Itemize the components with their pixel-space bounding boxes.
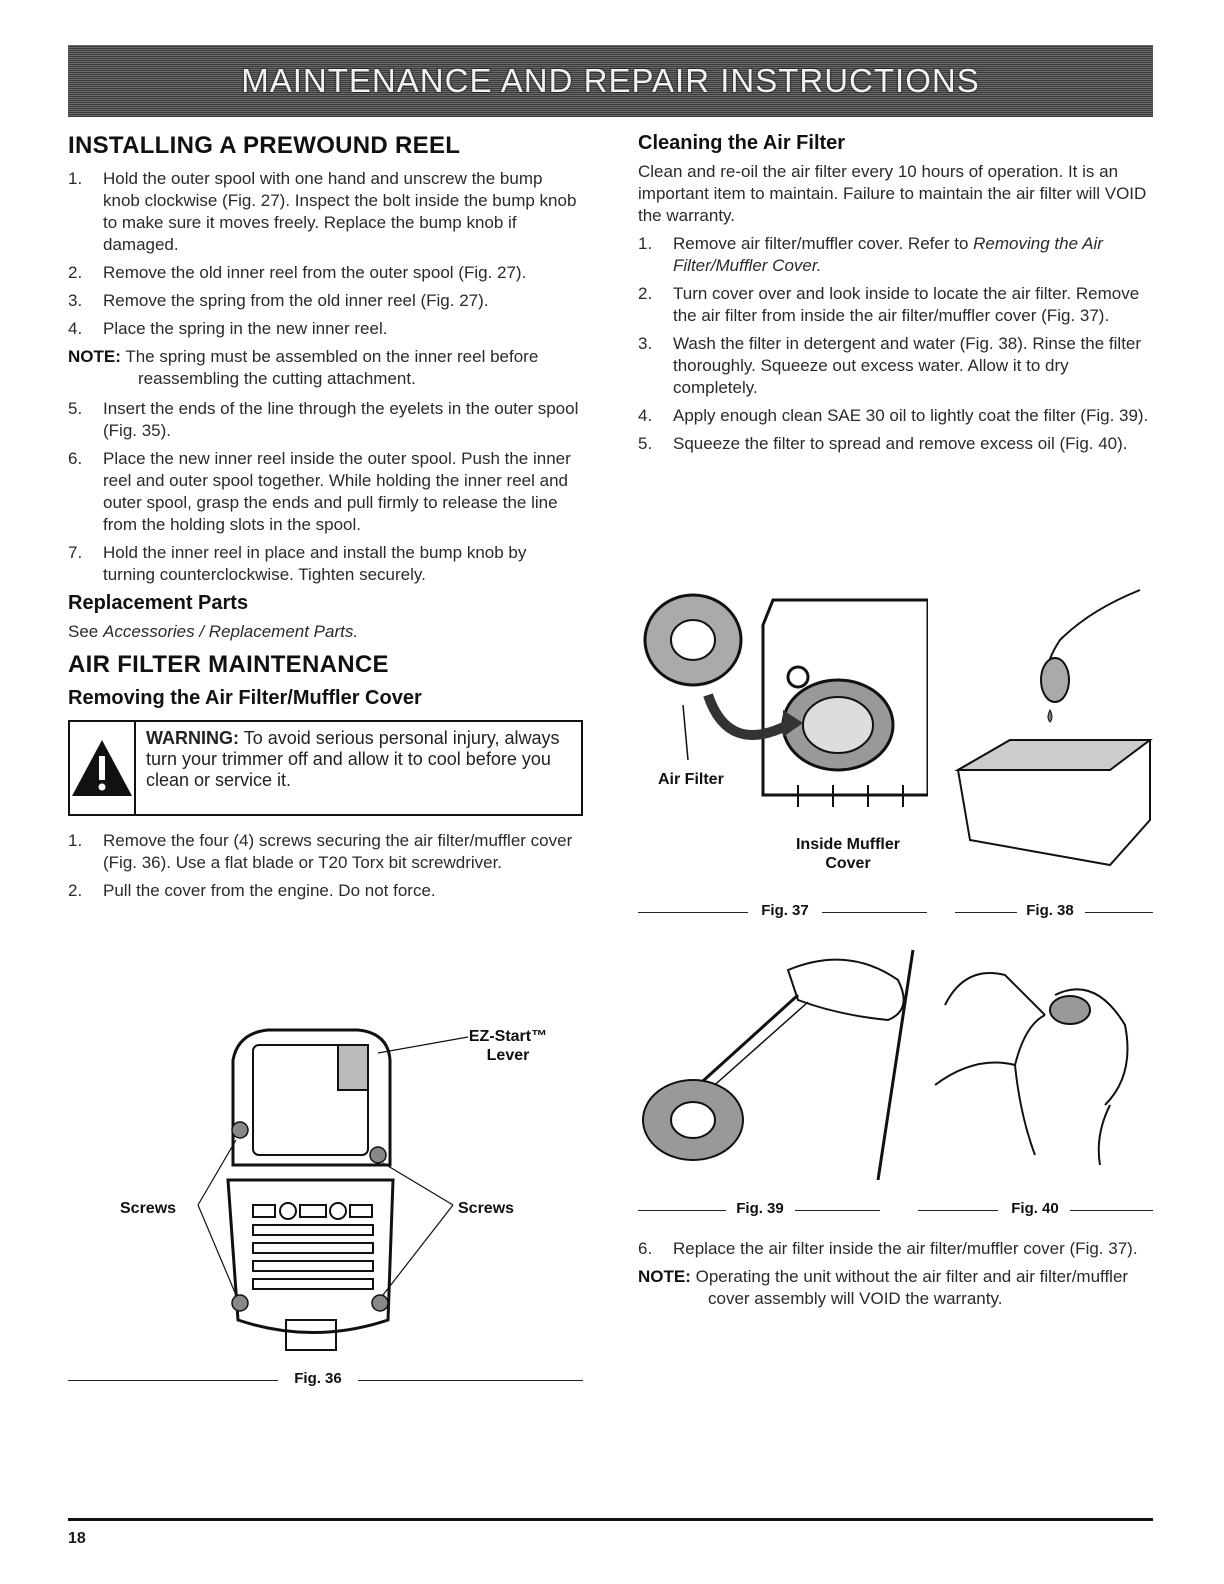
label-screws-left: Screws: [120, 1200, 177, 1217]
list-item: 6. Replace the air filter inside the air filter/muffler cover (Fig. 37).: [638, 1239, 1138, 1258]
heading-prewound-reel: INSTALLING A PREWOUND REEL: [68, 132, 461, 159]
warning-box: [68, 720, 583, 816]
caption-rule: [1085, 912, 1153, 913]
list-item: 1. Hold the outer spool with one hand and unscrew the bump knob clockwise (Fig. 27). Inspect the bolt inside the bump knob to make sure it moves freely. Replace the bump knob if damaged.: [68, 169, 577, 254]
label-screws-right: Screws: [458, 1200, 515, 1217]
caption-rule: [795, 1210, 880, 1211]
figure-36: [68, 1015, 583, 1355]
caption-rule: [955, 912, 1017, 913]
caption-rule: [918, 1210, 998, 1211]
caption-fig-36: Fig. 36: [294, 1370, 342, 1387]
warning-text: WARNING: To avoid serious personal injury, always turn your trimmer off and allow it to cool before you clean or service it.: [146, 728, 560, 790]
figure-40: [925, 945, 1153, 1175]
muffler-cover-illustration: [68, 1015, 583, 1355]
caption-fig-37: Fig. 37: [761, 902, 809, 919]
list-item: 2. Turn cover over and look inside to locate the air filter. Remove the air filter from inside the air filter/muffler cover (Fig. 37).: [638, 284, 1140, 325]
right-column: [638, 132, 1153, 461]
note-spring: NOTE: The spring must be assembled on the inner reel before reassembling the cutting attachment.: [68, 347, 539, 388]
list-item: 1. Remove air filter/muffler cover. Refer to Removing the Air Filter/Muffler Cover.: [638, 234, 1103, 275]
caption-fig-39: Fig. 39: [736, 1200, 784, 1217]
squeeze-filter-illustration: [925, 945, 1153, 1175]
parts-reference: See Accessories / Replacement Parts.: [68, 622, 359, 641]
list-item: 7. Hold the inner reel in place and install the bump knob by turning counterclockwise. Tighten securely.: [68, 543, 527, 584]
section-banner: [68, 45, 1153, 117]
heading-air-filter-maintenance: AIR FILTER MAINTENANCE: [68, 651, 389, 678]
caption-rule: [358, 1380, 583, 1381]
note-warranty: NOTE: Operating the unit without the air filter and air filter/muffler cover assembly will VOID the warranty.: [638, 1267, 1129, 1308]
clean-intro: Clean and re-oil the air filter every 10 hours of operation. It is an important item to maintain. Failure to maintain the air filter will VOID the warranty.: [638, 162, 1147, 225]
label-air-filter: Air Filter: [658, 771, 724, 788]
caption-rule: [638, 912, 748, 913]
caption-rule: [822, 912, 927, 913]
figure-39: [638, 940, 918, 1180]
caption-fig-38: Fig. 38: [1026, 902, 1074, 919]
heading-cleaning-air-filter: Cleaning the Air Filter: [638, 132, 846, 154]
wash-filter-illustration: [950, 570, 1153, 890]
reel-steps-a: [68, 168, 583, 340]
warning-triangle-icon: [70, 722, 136, 814]
page-number: 18: [68, 1530, 86, 1547]
list-item: 4. Apply enough clean SAE 30 oil to lightly coat the filter (Fig. 39).: [638, 406, 1149, 425]
list-item: 6. Place the new inner reel inside the outer spool. Push the inner reel and outer spool together. While holding the inner reel and outer spool, grasp the ends and pull firmly to release the line from the holding slots in the spool.: [68, 449, 571, 534]
list-item: 3. Remove the spring from the old inner reel (Fig. 27).: [68, 291, 489, 310]
list-item: 1. Remove the four (4) screws securing the air filter/muffler cover (Fig. 36). Use a flat blade or T20 Torx bit screwdriver.: [68, 831, 573, 872]
caption-fig-40: Fig. 40: [1011, 1200, 1059, 1217]
label-ez-start-lever: EZ-Start™ Lever: [468, 1028, 548, 1064]
banner-title: MAINTENANCE AND REPAIR INSTRUCTIONS: [241, 62, 980, 99]
figure-38: [950, 570, 1153, 890]
right-column-bottom: [638, 1238, 1153, 1318]
list-item: 2. Pull the cover from the engine. Do not force.: [68, 881, 436, 900]
list-item: 4. Place the spring in the new inner reel.: [68, 319, 388, 338]
footer-rule: [68, 1518, 1153, 1521]
list-item: 2. Remove the old inner reel from the outer spool (Fig. 27).: [68, 263, 527, 282]
caption-rule: [1070, 1210, 1153, 1211]
heading-replacement-parts: Replacement Parts: [68, 592, 249, 614]
caption-rule: [638, 1210, 726, 1211]
figure-37: [638, 585, 928, 885]
remove-steps: [68, 830, 583, 902]
list-item: 5. Squeeze the filter to spread and remove excess oil (Fig. 40).: [638, 434, 1128, 453]
reel-steps-b: [68, 398, 583, 586]
heading-removing-cover: Removing the Air Filter/Muffler Cover: [68, 687, 422, 709]
clean-step-6: [638, 1238, 1153, 1260]
list-item: 3. Wash the filter in detergent and water (Fig. 38). Rinse the filter thoroughly. Squeeze out excess water. Allow it to dry completely.: [638, 334, 1142, 397]
caption-rule: [68, 1380, 278, 1381]
oil-filter-illustration: [638, 940, 918, 1180]
left-column: [68, 132, 583, 908]
clean-steps: [638, 233, 1153, 455]
list-item: 5. Insert the ends of the line through the eyelets in the outer spool (Fig. 35).: [68, 399, 579, 440]
label-inside-muffler-cover: Inside Muffler Cover: [795, 836, 900, 872]
